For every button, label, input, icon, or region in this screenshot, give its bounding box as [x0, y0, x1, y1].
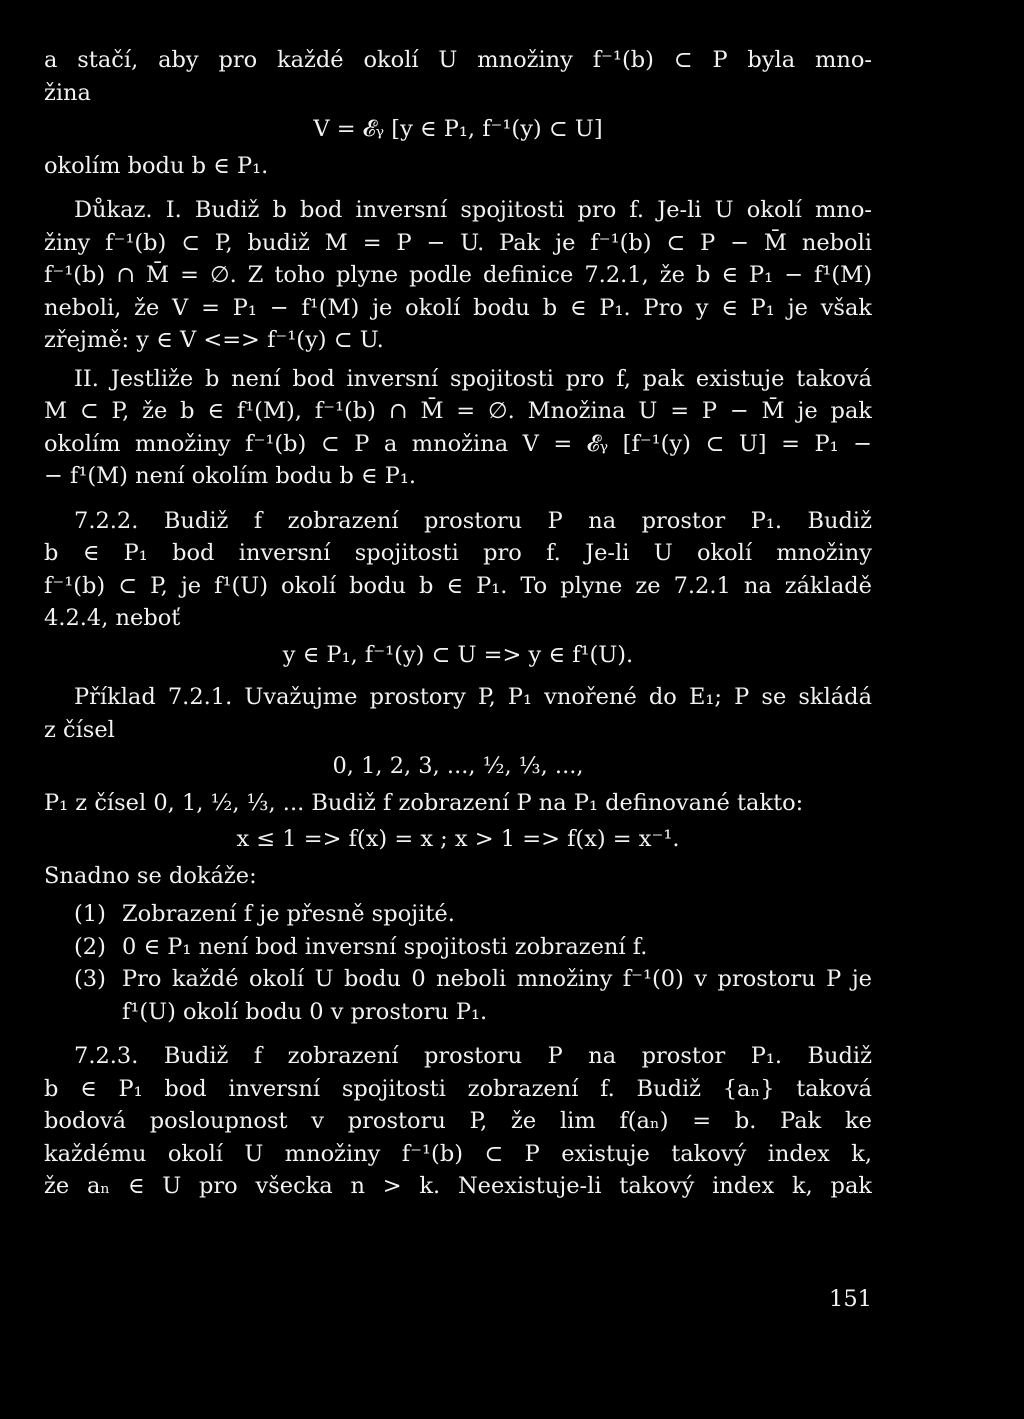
list-item [44, 931, 872, 964]
spacer [44, 1028, 872, 1040]
equation: 0, 1, 2, 3, ..., ½, ⅓, ..., [332, 753, 584, 779]
page-body [44, 44, 872, 1203]
list-item-text: 0 ∈ P₁ není bod inversní spojitosti zobrazení f. [122, 933, 648, 960]
text-line: okolím bodu b ∈ P₁. [44, 152, 269, 179]
text-line: f⁻¹(b) ∩ M̄ = ∅. Z toho plyne podle definice 7.2.1, že b ∈ P₁ − f¹(M) [44, 262, 872, 288]
text-line: P₁ z čísel 0, 1, ½, ⅓, ... Budiž f zobrazení P na P₁ definované takto: [44, 789, 804, 816]
text-line: bodová posloupnost v prostoru P, že lim f(aₙ) = b. Pak ke [44, 1108, 872, 1134]
list-item-number: (3) [74, 966, 106, 992]
text-line: Snadno se dokáže: [44, 862, 257, 889]
text-line: z čísel [44, 716, 115, 743]
text-line: − f¹(M) není okolím bodu b ∈ P₁. [44, 463, 417, 489]
text-line: žiny f⁻¹(b) ⊂ P, budiž M = P − U. Pak je f⁻¹(b) ⊂ P − M̄ neboli [44, 229, 872, 256]
list-item-text: f¹(U) okolí bodu 0 v prostoru P₁. [122, 998, 488, 1025]
text-line: 7.2.3. Budiž f zobrazení prostoru P na prostor P₁. Budiž [74, 1043, 872, 1069]
text-line: okolím množiny f⁻¹(b) ⊂ P a množina V = 𝓔ᵧ [f⁻¹(y) ⊂ U] = P₁ − [44, 430, 872, 457]
list-item-text: Pro každé okolí U bodu 0 neboli množiny f⁻¹(0) v prostoru P je [122, 966, 872, 992]
text-line: II. Jestliže b není bod inversní spojitosti pro f, pak existuje taková [74, 365, 872, 392]
text-line: f⁻¹(b) ⊂ P, je f¹(U) okolí bodu b ∈ P₁. To plyne ze 7.2.1 na základě [44, 572, 872, 599]
equation: V = 𝓔ᵧ [y ∈ P₁, f⁻¹(y) ⊂ U] [313, 116, 603, 142]
text-line: b ∈ P₁ bod inversní spojitosti zobrazení f. Budiž {aₙ} taková [44, 1075, 872, 1102]
list-item-number: (1) [74, 901, 106, 927]
page-number: 151 [829, 1286, 872, 1312]
list-item-number: (2) [74, 933, 106, 960]
text-line: Důkaz. I. Budiž b bod inversní spojitosti pro f. Je-li U okolí mno- [74, 197, 872, 223]
equation: y ∈ P₁, f⁻¹(y) ⊂ U => y ∈ f¹(U). [282, 641, 634, 668]
text-line: a stačí, aby pro každé okolí U množiny f⁻¹(b) ⊂ P byla mno- [44, 47, 872, 73]
list-item-text: Zobrazení f je přesně spojité. [122, 901, 455, 927]
spacer [44, 493, 872, 505]
list-item [44, 898, 872, 931]
text-line: 7.2.2. Budiž f zobrazení prostoru P na prostor P₁. Budiž [74, 507, 872, 534]
text-line: 4.2.4, neboť [44, 605, 181, 631]
text-line: b ∈ P₁ bod inversní spojitosti pro f. Je-li U okolí množiny [44, 540, 872, 566]
text-line: Příklad 7.2.1. Uvažujme prostory P, P₁ vnořené do E₁; P se skládá [74, 684, 872, 710]
text-line: že aₙ ∈ U pro všecka n > k. Neexistuje-li takový index k, pak [44, 1173, 872, 1199]
text-line: žina [44, 79, 91, 106]
spacer [44, 182, 872, 194]
text-line: zřejmě: y ∈ V <=> f⁻¹(y) ⊂ U. [44, 327, 384, 353]
list-item [44, 963, 872, 996]
text-line: M ⊂ P, že b ∈ f¹(M), f⁻¹(b) ∩ M̄ = ∅. Množina U = P − M̄ je pak [44, 398, 872, 424]
text-line: každému okolí U množiny f⁻¹(b) ⊂ P existuje takový index k, [44, 1140, 872, 1167]
equation: x ≤ 1 => f(x) = x ; x > 1 => f(x) = x⁻¹. [236, 826, 680, 852]
text-line: neboli, že V = P₁ − f¹(M) je okolí bodu b ∈ P₁. Pro y ∈ P₁ je však [44, 294, 872, 321]
